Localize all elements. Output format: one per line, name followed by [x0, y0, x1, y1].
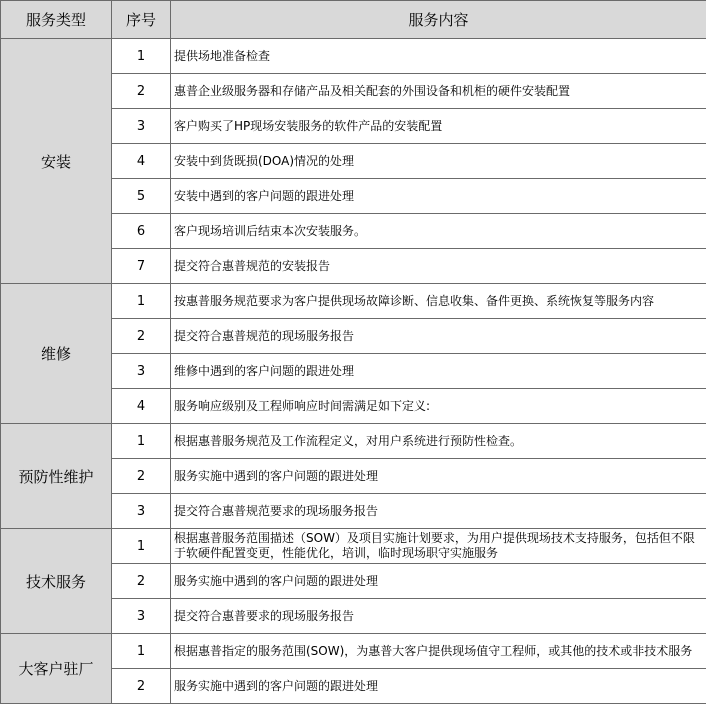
service-content-cell: 服务实施中遇到的客户问题的跟进处理	[171, 459, 706, 494]
row-number-cell: 4	[112, 144, 171, 179]
service-content-cell: 提交符合惠普规范要求的现场服务报告	[171, 494, 706, 529]
service-type-cell: 维修	[1, 284, 112, 424]
header-number: 序号	[112, 1, 171, 39]
row-number-cell: 1	[112, 634, 171, 669]
row-number-cell: 7	[112, 249, 171, 284]
table-row	[1, 424, 706, 459]
row-number-cell: 4	[112, 389, 171, 424]
row-number-cell: 1	[112, 39, 171, 74]
service-type-cell: 预防性维护	[1, 424, 112, 529]
row-number-cell: 2	[112, 319, 171, 354]
service-content-cell: 惠普企业级服务器和存储产品及相关配套的外围设备和机柜的硬件安装配置	[171, 74, 706, 109]
row-number-cell: 1	[112, 424, 171, 459]
service-content-cell: 客户购买了HP现场安装服务的软件产品的安装配置	[171, 109, 706, 144]
header-service-content: 服务内容	[171, 1, 706, 39]
table-row	[1, 529, 706, 564]
service-content-cell: 服务实施中遇到的客户问题的跟进处理	[171, 669, 706, 704]
header-service-type: 服务类型	[1, 1, 112, 39]
row-number-cell: 3	[112, 599, 171, 634]
service-content-cell: 按惠普服务规范要求为客户提供现场故障诊断、信息收集、备件更换、系统恢复等服务内容	[171, 284, 706, 319]
row-number-cell: 3	[112, 354, 171, 389]
row-number-cell: 1	[112, 284, 171, 319]
row-number-cell: 5	[112, 179, 171, 214]
service-content-cell: 维修中遇到的客户问题的跟进处理	[171, 354, 706, 389]
row-number-cell: 3	[112, 109, 171, 144]
service-type-cell: 大客户驻厂	[1, 634, 112, 704]
service-content-cell: 提交符合惠普要求的现场服务报告	[171, 599, 706, 634]
row-number-cell: 1	[112, 529, 171, 564]
service-content-cell: 提交符合惠普规范的安装报告	[171, 249, 706, 284]
row-number-cell: 2	[112, 669, 171, 704]
table-row	[1, 39, 706, 74]
table-row	[1, 284, 706, 319]
row-number-cell: 3	[112, 494, 171, 529]
service-type-cell: 技术服务	[1, 529, 112, 634]
service-content-cell: 服务实施中遇到的客户问题的跟进处理	[171, 564, 706, 599]
service-content-cell: 服务响应级别及工程师响应时间需满足如下定义:	[171, 389, 706, 424]
service-content-cell: 根据惠普服务规范及工作流程定义，对用户系统进行预防性检查。	[171, 424, 706, 459]
service-content-cell: 安装中到货既损(DOA)情况的处理	[171, 144, 706, 179]
header-row	[1, 1, 706, 39]
service-content-cell: 根据惠普服务范围描述（SOW）及项目实施计划要求，为用户提供现场技术支持服务，包括但不限于软硬件配置变更，性能优化，培训，临时现场职守实施服务	[171, 529, 706, 564]
service-type-cell: 安装	[1, 39, 112, 284]
service-content-cell: 提供场地准备检查	[171, 39, 706, 74]
service-content-cell: 客户现场培训后结束本次安装服务。	[171, 214, 706, 249]
service-content-cell: 提交符合惠普规范的现场服务报告	[171, 319, 706, 354]
table-body	[1, 39, 706, 704]
service-content-cell: 安装中遇到的客户问题的跟进处理	[171, 179, 706, 214]
row-number-cell: 2	[112, 459, 171, 494]
service-content-cell: 根据惠普指定的服务范围(SOW)，为惠普大客户提供现场值守工程师，或其他的技术或非技术服务	[171, 634, 706, 669]
row-number-cell: 6	[112, 214, 171, 249]
table-row	[1, 634, 706, 669]
row-number-cell: 2	[112, 74, 171, 109]
row-number-cell: 2	[112, 564, 171, 599]
